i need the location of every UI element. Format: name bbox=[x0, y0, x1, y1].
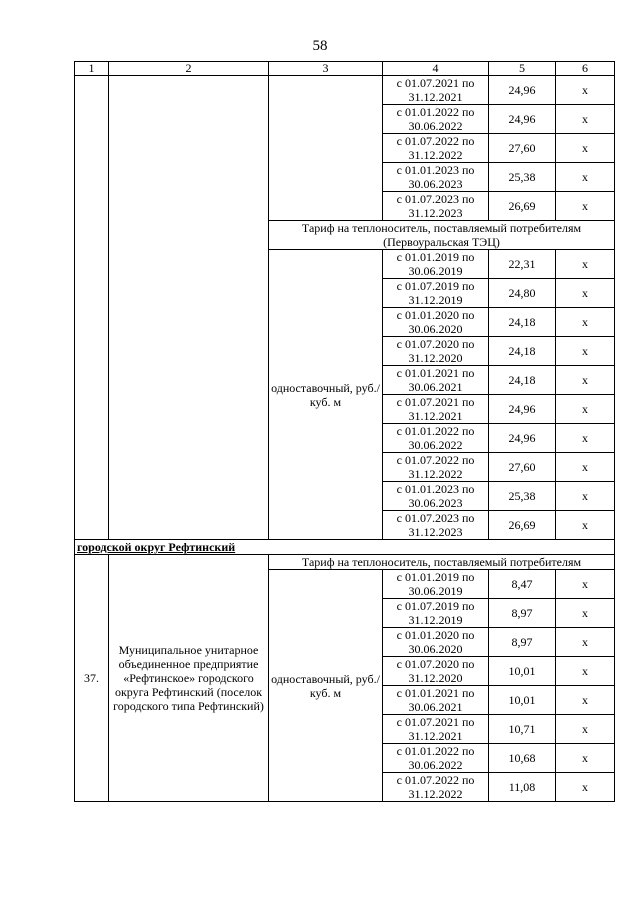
tariff-table-body bbox=[75, 62, 615, 802]
mark-cell: х bbox=[556, 395, 615, 424]
organization-name: Муниципальное унитарное объединенное предприятие «Рефтинское» городского округа Рефтинский (поселок городского типа Рефтинский) bbox=[109, 555, 269, 802]
period-cell: с 01.07.2019 по 31.12.2019 bbox=[383, 599, 489, 628]
mark-cell: х bbox=[556, 134, 615, 163]
value-cell: 8,97 bbox=[489, 628, 556, 657]
period-cell: с 01.01.2020 по 30.06.2020 bbox=[383, 628, 489, 657]
mark-cell: х bbox=[556, 337, 615, 366]
value-cell: 24,96 bbox=[489, 76, 556, 105]
column-header: 4 bbox=[383, 62, 489, 76]
mark-cell: х bbox=[556, 76, 615, 105]
value-cell: 24,18 bbox=[489, 308, 556, 337]
district-row bbox=[75, 540, 615, 555]
mark-cell: х bbox=[556, 250, 615, 279]
value-cell: 25,38 bbox=[489, 163, 556, 192]
mark-cell: х bbox=[556, 657, 615, 686]
tariff-table bbox=[74, 61, 615, 802]
mark-cell: х bbox=[556, 453, 615, 482]
entry-number: 37. bbox=[75, 555, 109, 802]
value-cell: 11,08 bbox=[489, 773, 556, 802]
value-cell: 27,60 bbox=[489, 134, 556, 163]
mark-cell: х bbox=[556, 308, 615, 337]
unit-cell: одноставочный, руб./куб. м bbox=[269, 570, 383, 802]
table-row bbox=[75, 76, 615, 105]
period-cell: с 01.07.2023 по 31.12.2023 bbox=[383, 511, 489, 540]
entry-number-cell bbox=[75, 76, 109, 540]
period-cell: с 01.07.2020 по 31.12.2020 bbox=[383, 337, 489, 366]
period-cell: с 01.07.2021 по 31.12.2021 bbox=[383, 395, 489, 424]
page-number: 58 bbox=[312, 38, 328, 54]
mark-cell: х bbox=[556, 192, 615, 221]
mark-cell: х bbox=[556, 628, 615, 657]
value-cell: 24,18 bbox=[489, 337, 556, 366]
column-header: 2 bbox=[109, 62, 269, 76]
column-header: 6 bbox=[556, 62, 615, 76]
header-row bbox=[75, 62, 615, 76]
tariff-title: Тариф на теплоноситель, поставляемый потребителям (Первоуральская ТЭЦ) bbox=[269, 221, 615, 250]
period-cell: с 01.07.2022 по 31.12.2022 bbox=[383, 134, 489, 163]
value-cell: 24,96 bbox=[489, 424, 556, 453]
period-cell: с 01.01.2020 по 30.06.2020 bbox=[383, 308, 489, 337]
period-cell: с 01.07.2021 по 31.12.2021 bbox=[383, 715, 489, 744]
value-cell: 10,68 bbox=[489, 744, 556, 773]
value-cell: 27,60 bbox=[489, 453, 556, 482]
value-cell: 8,47 bbox=[489, 570, 556, 599]
period-cell: с 01.07.2022 по 31.12.2022 bbox=[383, 773, 489, 802]
value-cell: 10,71 bbox=[489, 715, 556, 744]
value-cell: 26,69 bbox=[489, 511, 556, 540]
mark-cell: х bbox=[556, 570, 615, 599]
mark-cell: х bbox=[556, 105, 615, 134]
value-cell: 24,80 bbox=[489, 279, 556, 308]
mark-cell: х bbox=[556, 599, 615, 628]
mark-cell: х bbox=[556, 163, 615, 192]
period-cell: с 01.07.2022 по 31.12.2022 bbox=[383, 453, 489, 482]
value-cell: 24,96 bbox=[489, 395, 556, 424]
mark-cell: х bbox=[556, 424, 615, 453]
value-cell: 24,18 bbox=[489, 366, 556, 395]
mark-cell: х bbox=[556, 744, 615, 773]
value-cell: 10,01 bbox=[489, 686, 556, 715]
period-cell: с 01.01.2022 по 30.06.2022 bbox=[383, 744, 489, 773]
period-cell: с 01.01.2019 по 30.06.2019 bbox=[383, 250, 489, 279]
period-cell: с 01.01.2022 по 30.06.2022 bbox=[383, 105, 489, 134]
organization-cell bbox=[109, 76, 269, 540]
column-header: 3 bbox=[269, 62, 383, 76]
value-cell: 26,69 bbox=[489, 192, 556, 221]
tariff-title: Тариф на теплоноситель, поставляемый потребителям bbox=[269, 555, 615, 570]
value-cell: 24,96 bbox=[489, 105, 556, 134]
period-cell: с 01.07.2021 по 31.12.2021 bbox=[383, 76, 489, 105]
value-cell: 10,01 bbox=[489, 657, 556, 686]
value-cell: 22,31 bbox=[489, 250, 556, 279]
tariff-title-row bbox=[75, 555, 615, 570]
district-heading: городской округ Рефтинский bbox=[75, 540, 615, 555]
mark-cell: х bbox=[556, 686, 615, 715]
value-cell: 25,38 bbox=[489, 482, 556, 511]
period-cell: с 01.07.2023 по 31.12.2023 bbox=[383, 192, 489, 221]
mark-cell: х bbox=[556, 511, 615, 540]
mark-cell: х bbox=[556, 773, 615, 802]
mark-cell: х bbox=[556, 482, 615, 511]
period-cell: с 01.01.2021 по 30.06.2021 bbox=[383, 686, 489, 715]
mark-cell: х bbox=[556, 715, 615, 744]
unit-cell bbox=[269, 76, 383, 221]
mark-cell: х bbox=[556, 279, 615, 308]
period-cell: с 01.07.2019 по 31.12.2019 bbox=[383, 279, 489, 308]
column-header: 5 bbox=[489, 62, 556, 76]
period-cell: с 01.07.2020 по 31.12.2020 bbox=[383, 657, 489, 686]
period-cell: с 01.01.2021 по 30.06.2021 bbox=[383, 366, 489, 395]
value-cell: 8,97 bbox=[489, 599, 556, 628]
period-cell: с 01.01.2019 по 30.06.2019 bbox=[383, 570, 489, 599]
column-header: 1 bbox=[75, 62, 109, 76]
period-cell: с 01.01.2023 по 30.06.2023 bbox=[383, 163, 489, 192]
period-cell: с 01.01.2023 по 30.06.2023 bbox=[383, 482, 489, 511]
period-cell: с 01.01.2022 по 30.06.2022 bbox=[383, 424, 489, 453]
unit-cell: одноставочный, руб./куб. м bbox=[269, 250, 383, 540]
mark-cell: х bbox=[556, 366, 615, 395]
